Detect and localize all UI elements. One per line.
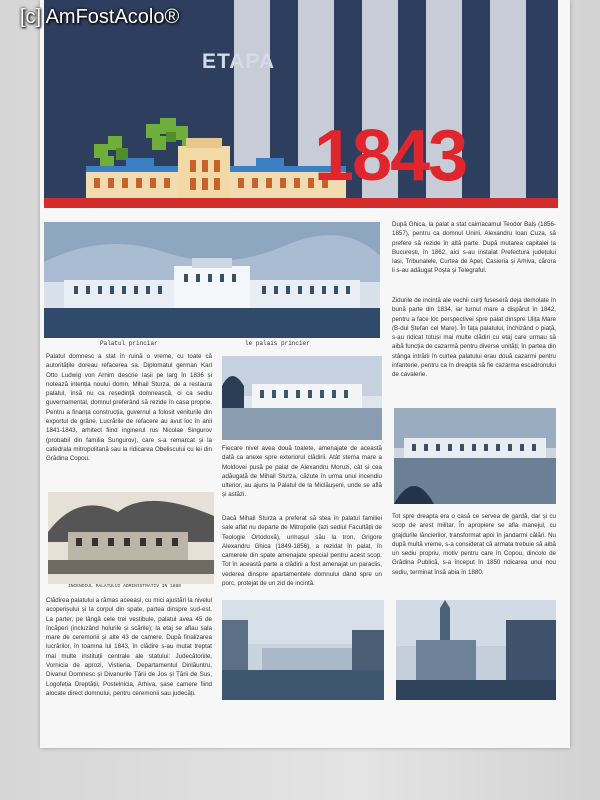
caption-palace-left: Palatul princiar — [100, 340, 158, 347]
paragraph-1: Palatul domnesc a stat în ruină o vreme, cu toate că autoritățile doreau refacerea sa. Diplomatul german Karl Otto Ludwig von Arnim descrie Iașii pe larg în 1836 și notează intenția noului domn, Mihail Sturza, de a restaura palatul, însă nu ca reședință domnească, ci ca sediu guvernamental, domnul preferând să rezide în casa proprie. Pentru a finanța construcția, guvernul a folosit veniturile din exportul de grâne. Lucrările de refacere au avut loc în anii 1841-1843, arhitect fiind inginerul rus Nicolae Singurov (probabil din familia Sungurov), care s-a remarcat și la catedrala mitropolitană sau la ridicarea Obeliscului cu lei din Grădina Copou. — [46, 353, 212, 463]
caption-palace-right: le palais princier — [245, 340, 310, 347]
paragraph-7: Tot spre dreapta era o casă ce servea de gardă, dar și cu scop de arest militar. În apropiere se afla manejul, cu grajdurile lăncierilor, transformat apoi în jandarmi călări. Nu după multă vreme, s-a considerat că armata trebuie să aibă un sediu propriu, motiv pentru care în Copou, dincolo de Grădina Publică, s-a început în 1850 ridicarea unui nou sediu, terminat însă abia în 1880. — [392, 513, 556, 576]
fire-engraving — [48, 492, 214, 584]
stage-year: 1843 — [314, 116, 467, 196]
header-banner — [44, 0, 558, 208]
caption-fire: INCENDIUL PALATULUI ADMINISTRATIV IN 1880 — [68, 584, 182, 589]
pixel-palace-illustration — [86, 112, 346, 200]
parade-square-engraving — [394, 408, 556, 504]
stage-label: ETAPA — [202, 50, 276, 73]
street-view-engraving — [222, 600, 384, 700]
paragraph-6: Zidurile de incintă ale vechii curți fuseseră deja demolate în bună parte din 1834, iar turnul mare a dispărut în 1842, pentru a face loc perspectivei spre palat dinspre Ulița Mare (B-dul Ștefan cel Mare). În fața palatului, închizând o piață, s-au ridicat totuși mai multe clădiri cu etaj care urmau să aibă funcția de cazarmă pentru diverse unități; în partea din stânga intrării în curtea palatului erau două cazarmi pentru infanterie, pentru ca în dreapta să fie cazarma escadronului de cavalerie. — [392, 297, 556, 379]
red-underline — [44, 198, 558, 208]
paragraph-5: După Ghica, la palat a stat caimacamul Teodor Balș (1856-1857), pentru ca domnul Unirii, Alexandru Ioan Cuza, să prefere să rezide în altă parte. După mutarea capitalei la București, în 1862, aici s-au instalat Prefectura județului Iași, Tribunalele, Curtea de Apel, Casieria și Arhiva, cărora li s-au adăugat Poșta și Telegraful. — [392, 221, 556, 275]
church-street-engraving — [396, 600, 556, 700]
banner-stripe — [490, 0, 526, 208]
info-poster — [40, 0, 570, 748]
palace-engraving-wide — [44, 222, 380, 338]
watermark: [c] AmFostAcolo® — [20, 6, 180, 28]
paragraph-2: Fiecare nivel avea două toalete, amenajate de această dată ca anexe spre exteriorul clădirii. Atât stema mare a Moldovei pusă pe palat de Alexandru Moruzi, cât și cea adăugată de Mihail Sturza, căzute în urma unui incendiu ulterior, au ajuns la Palatul de la Miclăușeni, unde se află și astăzi. — [222, 445, 382, 499]
palace-courtyard-engraving — [222, 356, 382, 440]
paragraph-3: Dacă Mihail Sturza a preferat să stea în palatul familiei sale aflat nu departe de Mitropolie (azi sediul Facultății de Teologie Ortodoxă), urmașul său la tron, Grigore Alexandru Ghica (1849-1856), a rezidat în palat, în camerele din spate amenajate special pentru acest scop. Tot în această parte a clădirii a fost amenajat un paraclis, vederea dinspre apartamentele domnului dând spre un porc, protejat de un zid de incintă. — [222, 515, 382, 588]
paragraph-4: Clădirea palatului a rămas aceeași, cu mici ajustări la nivelul acoperișului și la corpul din spate, parteа dinspre sud-est. La parter, pe lângă cele trei vestibule, palatul avea 45 de încăperi (incluzând holurile și scările); la etaj se aflau sala mare de ceremonii și alte 43 de camere. După finalizarea lucrărilor, în toamna lui 1843, în clădire s-au mutat treptat mai multe instituții centrale ale statului: Judecătoriile, Vornicia de aprozi, Vistieria, Departamentul Dinlăuntru, Divanul Domnesc și Divanurile Țării de Jos și Țării de Sus, Logofeția Dreptății, Postelnicia, Arhiva, șase camere fiind alocate direct domnului, pentru ceremonii sau judecăți. — [46, 597, 212, 697]
